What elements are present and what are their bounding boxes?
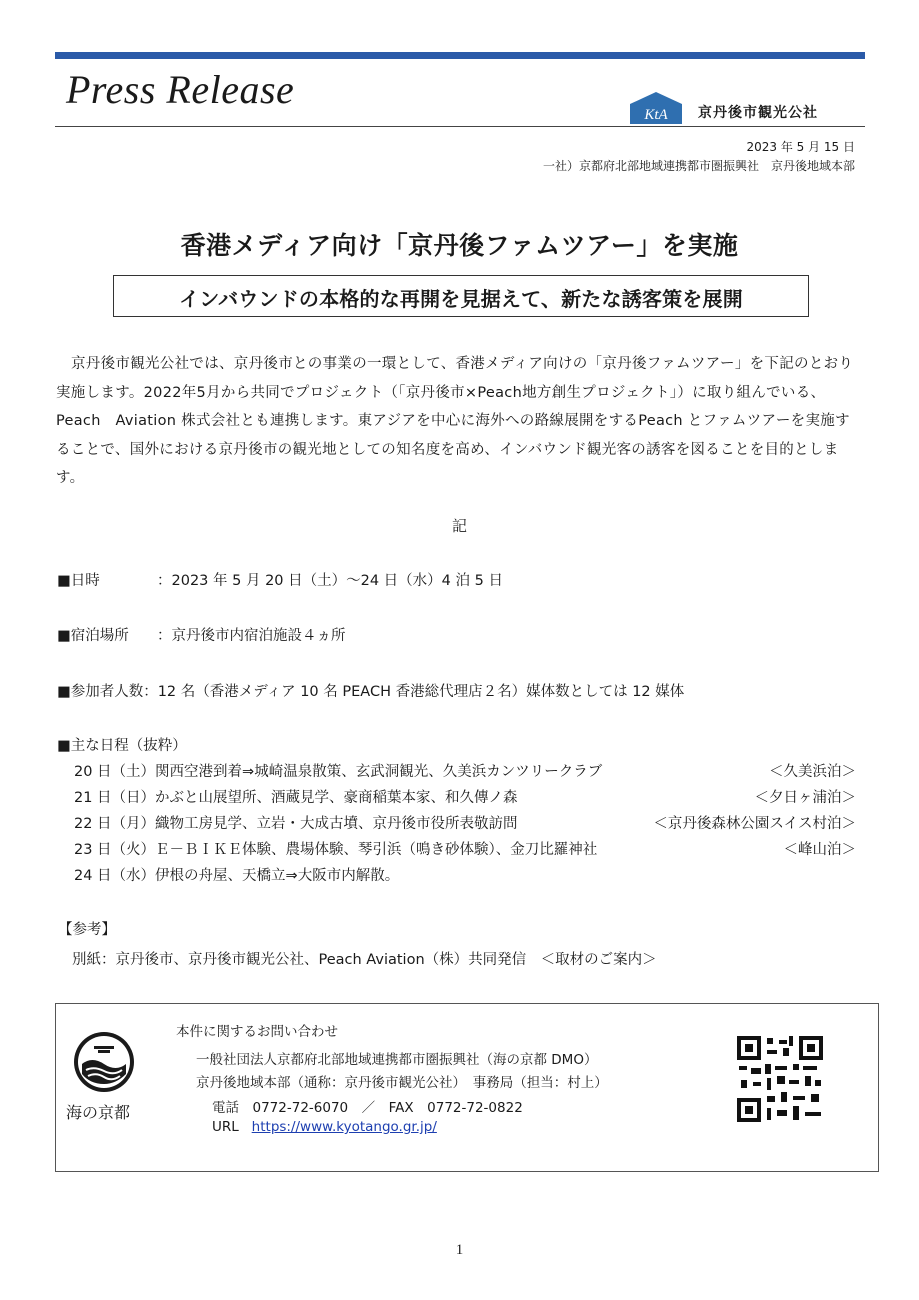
schedule-item: [74, 838, 856, 860]
page-number: 1: [455, 1242, 464, 1258]
reference-label: 【参考】: [58, 922, 116, 938]
release-date: 2023 年 5 月 15 日: [746, 140, 855, 154]
website-link[interactable]: https://www.kyotango.gr.jp/: [251, 1119, 437, 1135]
date-label: ■日時: [57, 573, 100, 589]
schedule-day: 24 日（水）伊根の舟屋、天橋立⇒大阪市内解散。: [74, 868, 400, 884]
schedule-stay: ＜夕日ヶ浦泊＞: [754, 790, 856, 806]
reference-text: 別紙：京丹後市、京丹後市観光公社、Peach Aviation（株）共同発信 ＜取材のご案内＞: [72, 952, 657, 968]
schedule-day: 21 日（日）かぶと山展望所、酒蔵見学、豪商稲葉本家、和久傳ノ森: [74, 790, 518, 806]
qr-code: [737, 1036, 823, 1122]
lodging-value: ：京丹後市内宿泊施設４ヵ所: [157, 628, 346, 644]
umi-no-kyoto-caption: 海の京都: [66, 1103, 131, 1122]
issuing-organization: 一社）京都府北部地域連携都市圏振興社 京丹後地域本部: [542, 159, 855, 173]
page-title: 香港メディア向け「京丹後ファムツアー」を実施: [180, 231, 739, 260]
contact-heading: 本件に関するお問い合わせ: [176, 1024, 338, 1040]
company-name: 京丹後市観光公社: [698, 105, 818, 121]
contact-dept: 京丹後地域本部（通称：京丹後市観光公社） 事務局（担当：村上）: [196, 1075, 608, 1091]
detail-lodging: [57, 624, 346, 645]
press-release-heading: Press Release: [66, 67, 295, 112]
schedule-item: [74, 812, 856, 834]
lodging-label: ■宿泊場所: [57, 628, 129, 644]
company-logo: [626, 90, 686, 126]
header-rule: [55, 126, 865, 127]
date-value: ：2023 年 5 月 20 日（土）～24 日（水）4 泊 5 日: [157, 573, 503, 589]
logo-text: KtA: [644, 107, 668, 123]
subtitle: インバウンドの本格的な再開を見据えて、新たな誘客策を展開: [179, 287, 743, 311]
schedule-stay: ＜京丹後森林公園スイス村泊＞: [653, 816, 856, 832]
schedule-stay: ＜峰山泊＞: [783, 842, 856, 858]
schedule-stay: ＜久美浜泊＞: [769, 764, 856, 780]
schedule-day: 20 日（土）関西空港到着⇒城崎温泉散策、玄武洞観光、久美浜カンツリークラブ: [74, 764, 603, 780]
detail-participants: [57, 680, 684, 701]
detail-date: [57, 569, 503, 590]
contact-phone: 電話 0772-72-6070 ／ FAX 0772-72-0822: [212, 1100, 523, 1116]
contact-url-row: [212, 1119, 437, 1135]
body-paragraph: 京丹後市観光公社では、京丹後市との事業の一環として、香港メディア向けの「京丹後ファムツアー」を下記のとおり実施します。2022年5月から共同でプロジェクト（「京丹後市×Peach地方創生プロジェクト」）に取り組んでいる、Peach Aviation 株式会社とも連携します。東アジアを中心に海外への路線展開をするPeach とファムツアーを実施することで、国外における京丹後市の観光地としての知名度を高め、インバウンド観光客の誘客を図ることを目的とします。: [56, 356, 854, 486]
url-label: URL: [212, 1119, 239, 1135]
header-top-bar: [55, 52, 865, 59]
schedule-day: 23 日（火）Ｅ－ＢＩＫＥ体験、農場体験、琴引浜（鳴き砂体験）、金刀比羅神社: [74, 842, 598, 858]
schedule-label: ■主な日程（抜粋）: [57, 738, 187, 754]
schedule-day: 22 日（月）織物工房見学、立岩・大成古墳、京丹後市役所表敬訪問: [74, 816, 518, 832]
participants-value: ：12 名（香港メディア 10 名 PEACH 香港総代理店２名）媒体数としては 12 媒体: [143, 684, 685, 700]
contact-org: 一般社団法人京都府北部地域連携都市圏振興社（海の京都 DMO）: [196, 1052, 598, 1068]
schedule-item: [74, 786, 856, 808]
umi-no-kyoto-logo: [72, 1030, 136, 1094]
ki-heading: 記: [451, 517, 467, 535]
schedule-item: [74, 864, 856, 886]
schedule-item: [74, 760, 856, 782]
participants-label: ■参加者人数: [57, 684, 144, 700]
